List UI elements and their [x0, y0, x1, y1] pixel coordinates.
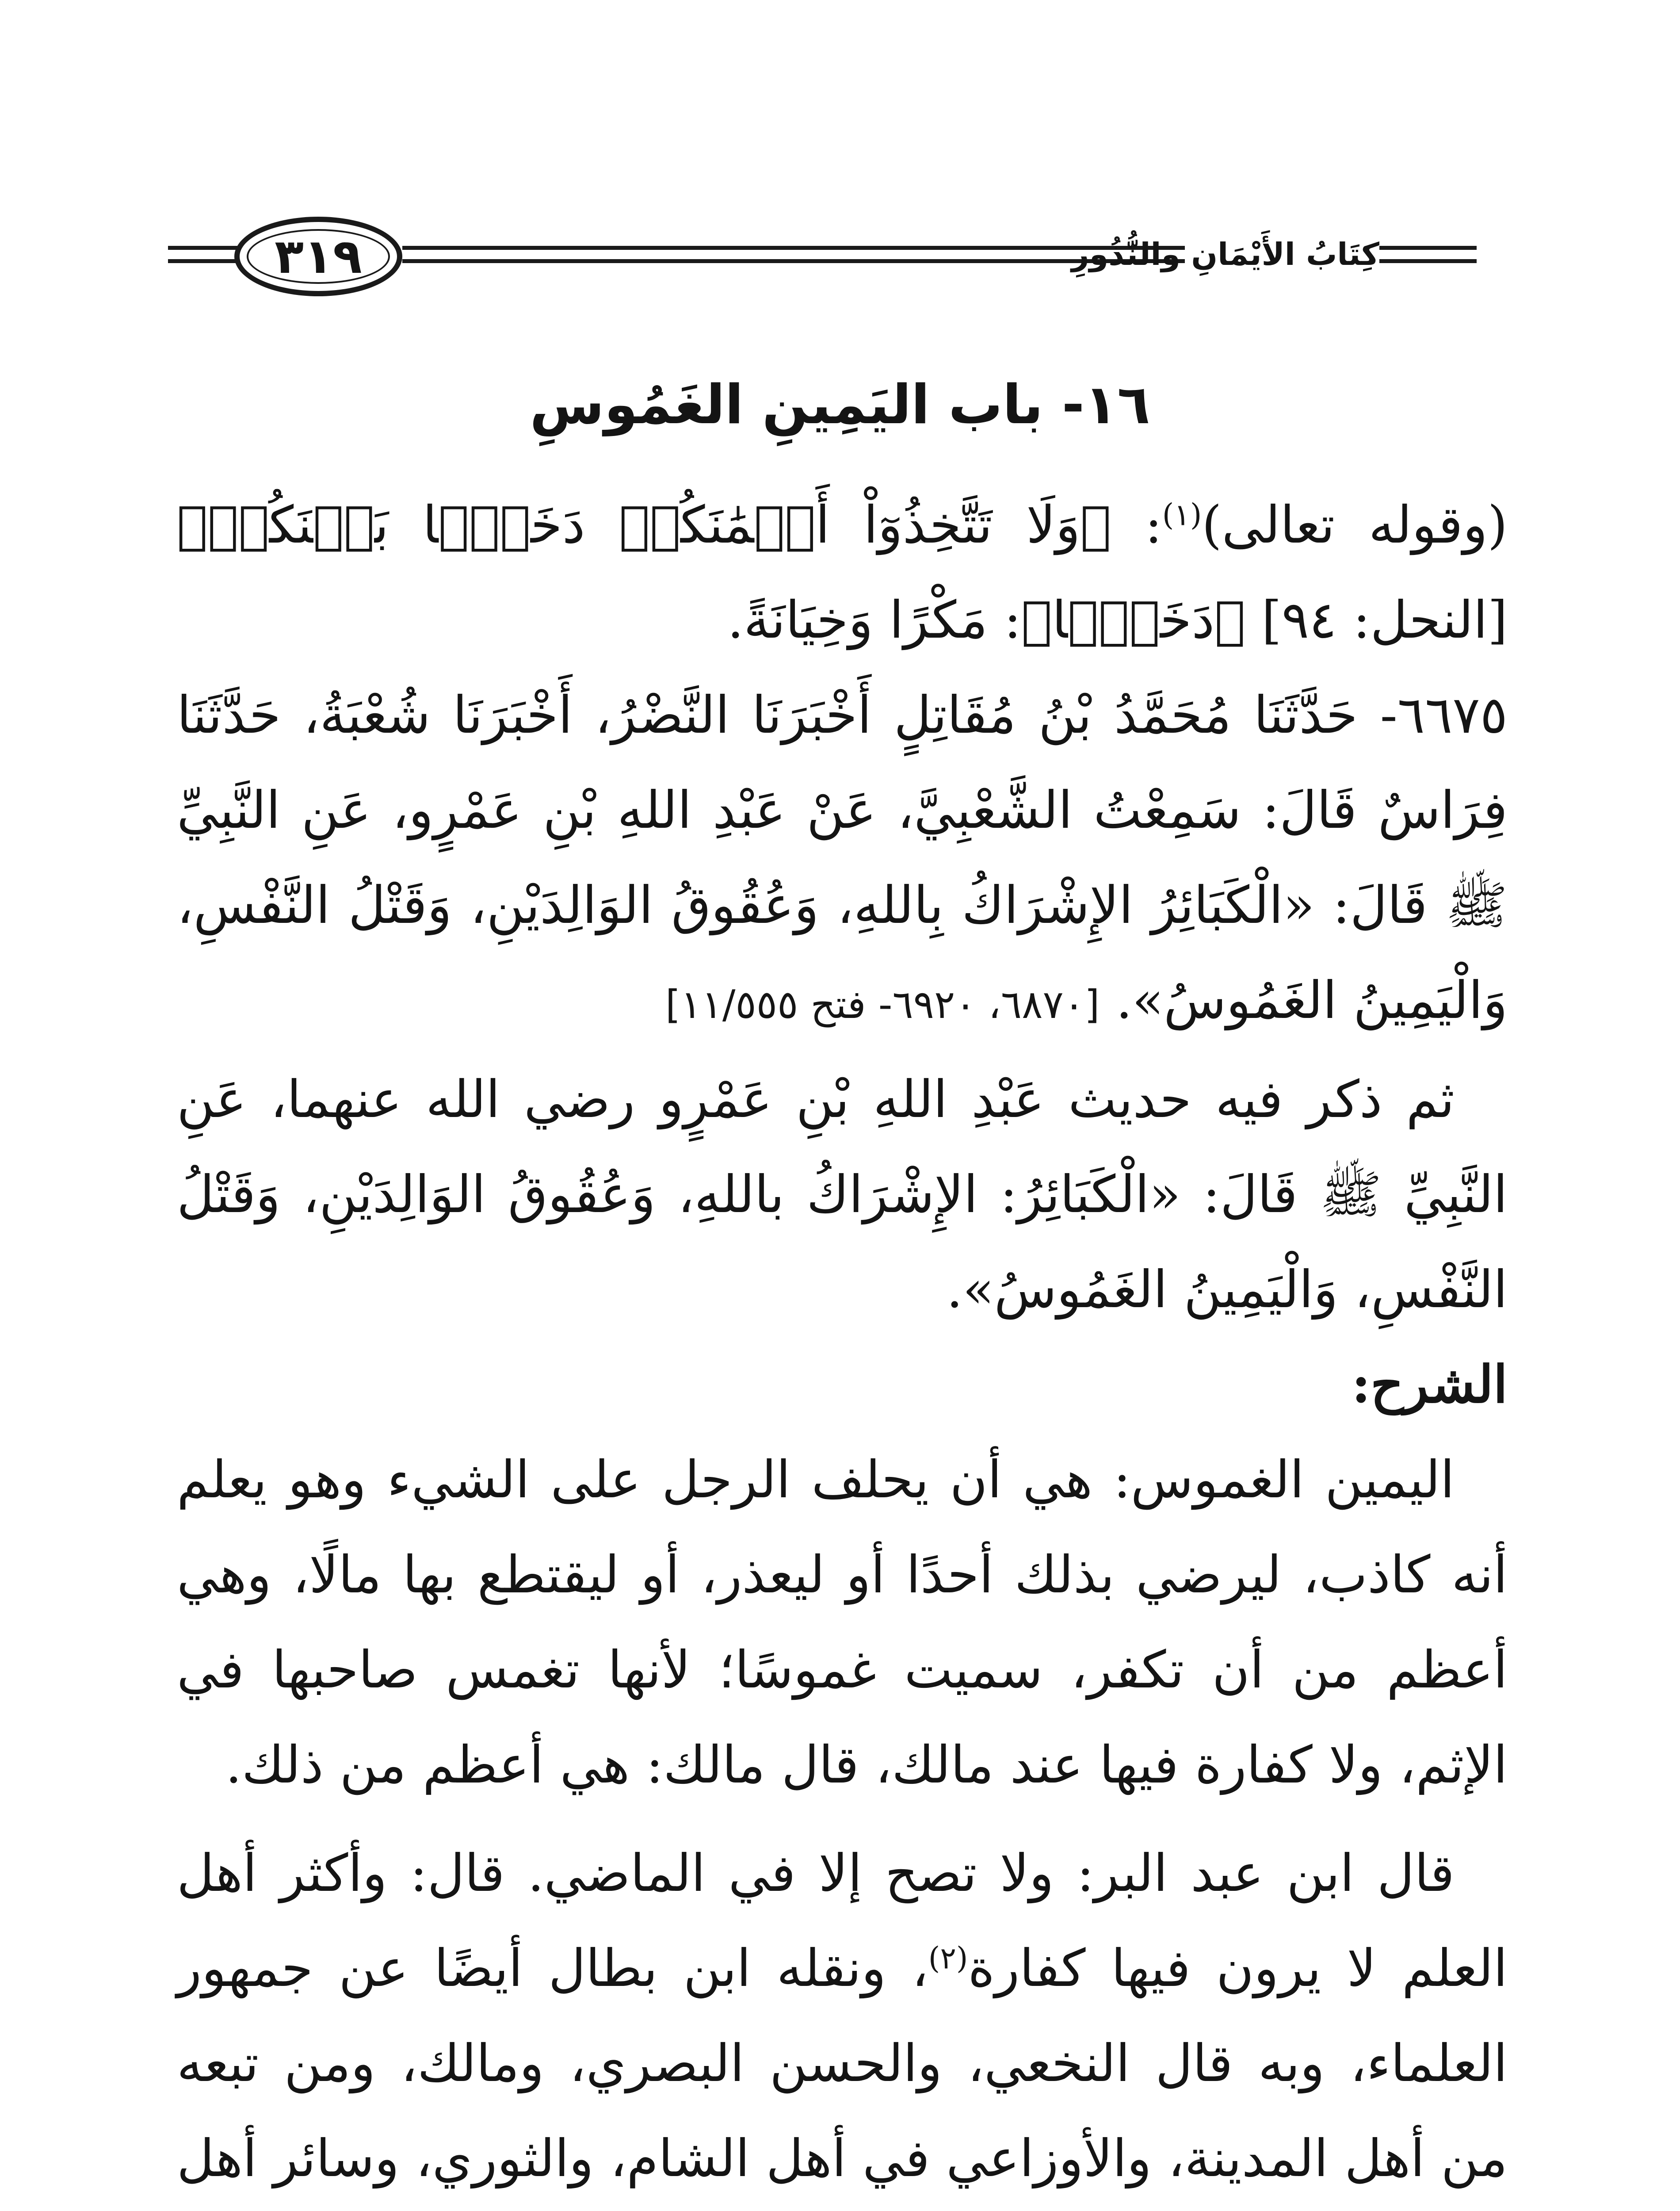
intro-text-a: (وقوله تعالى)	[1202, 495, 1508, 555]
hadith-number: ٦٦٧٥	[1397, 685, 1508, 745]
intro-verse	[177, 478, 1508, 668]
sharh-text-a: قال ابن عبد البر: ولا تصح إلا في الماضي. قال: وأكثر أهل العلم لا يرون فيها كفارة	[177, 1844, 1508, 1998]
header-rule	[1379, 259, 1477, 263]
sharh-paragraph: اليمين الغموس: هي أن يحلف الرجل على الشيء وهو يعلم أنه كاذب، ليرضي بذلك أحدًا أو ليعذر، أو ليقتطع بها مالًا، وهي أعظم من أن تكفر، سميت غموسًا؛ لأنها تغمس صاحبها في الإثم، ولا كفارة فيها عند مالك، قال مالك: هي أعظم من ذلك.	[177, 1450, 1508, 1795]
hadith-references: [٦٨٧٠، ٦٩٢٠- فتح ١١/٥٥٥]	[665, 982, 1100, 1027]
hadith-text	[177, 668, 1508, 1052]
header-rule	[402, 259, 1185, 263]
sharh-heading: الشرح:	[1352, 1354, 1508, 1415]
book-title: كِتَابُ الأَيْمَانِ والنُّذُورِ	[1071, 236, 1379, 272]
header-rule	[1379, 246, 1477, 250]
chapter-title: ١٦- باب اليَمِينِ الغَمُوسِ	[530, 373, 1150, 436]
page-number	[234, 217, 402, 296]
header-rule	[402, 246, 1185, 250]
main-text	[177, 478, 1508, 2211]
footnote-mark: (١)	[1162, 497, 1202, 533]
sharh-paragraph	[177, 1826, 1508, 2211]
hadith-summary: ثم ذكر فيه حديث عَبْدِ اللهِ بْنِ عَمْرٍو رضي الله عنهما، عَنِ النَّبِيِّ ﷺ قَالَ: «الْكَبَائِرُ: الإِشْرَاكُ باللهِ، وَعُقُوقُ الوَالِدَيْنِ، وَقَتْلُ النَّفْسِ، وَالْيَمِينُ الغَمُوسُ».	[177, 1070, 1508, 1320]
sharh-text-b: ، ونقله ابن بطال أيضًا عن جمهور العلماء، وبه قال النخعي، والحسن البصري، ومالك، ومن تبعه من أهل المدينة، والأوزاعي في أهل الشام، والثوري، وسائر أهل	[177, 1939, 1508, 2188]
page-number-text: ٣١٩	[275, 229, 362, 284]
hadith-body: - حَدَّثَنَا مُحَمَّدُ بْنُ مُقَاتِلٍ أَخْبَرَنَا النَّضْرُ، أَخْبَرَنَا شُعْبَةُ، حَدَّثَنَا فِرَاسٌ قَالَ: سَمِعْتُ الشَّعْبِيَّ، عَنْ عَبْدِ اللهِ بْنِ عَمْرٍو، عَنِ النَّبِيِّ ﷺ قَالَ: «الْكَبَائِرُ الإِشْرَاكُ بِاللهِ، وَعُقُوقُ الوَالِدَيْنِ، وَقَتْلُ النَّفْسِ، وَالْيَمِينُ الغَمُوسُ».	[177, 685, 1508, 1030]
running-header	[168, 217, 1477, 305]
footnote-mark: (٢)	[928, 1941, 968, 1976]
intro-text-b: : ﴿وَلَا تَتَّخِذُوٓاْ أَيۡمَٰنَكُمۡ دَخَلَۢا بَيۡنَكُمۡ﴾ [النحل: ٩٤] ﴿دَخَلَۢا﴾: مَكْرًا وَخِيَانَةً.	[177, 495, 1508, 650]
